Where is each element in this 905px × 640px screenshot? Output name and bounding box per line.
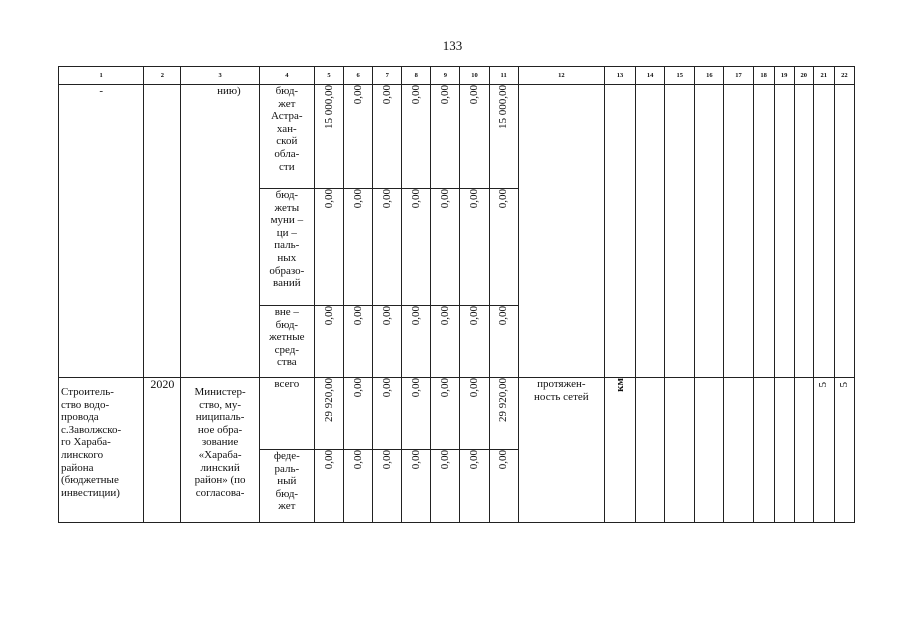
value-text: 0,00 <box>351 85 364 105</box>
unit-text: км <box>613 378 626 392</box>
column-number-13: 13 <box>605 67 636 85</box>
year-text: 2020 <box>150 377 175 391</box>
column-number-1: 1 <box>59 67 144 85</box>
source-cell <box>259 85 314 189</box>
column-number-8: 8 <box>402 67 431 85</box>
unit-cell <box>605 378 636 523</box>
year-cell <box>144 378 181 523</box>
column-number-10: 10 <box>460 67 489 85</box>
dash-mark: - <box>99 85 103 97</box>
value-text: 0,00 <box>351 450 364 470</box>
responsible-text: нию) <box>217 85 241 97</box>
column-number-22: 22 <box>834 67 854 85</box>
responsible-cell <box>181 378 259 523</box>
block1-indicator-cell <box>518 85 604 378</box>
value-cell <box>402 189 431 306</box>
value-text: 0,00 <box>497 450 510 470</box>
value-text: 0,00 <box>322 189 335 209</box>
value-text: 0,00 <box>410 450 422 470</box>
value-cell <box>460 85 489 189</box>
column-number-row <box>59 67 855 85</box>
table-row <box>59 85 855 189</box>
column-number-9: 9 <box>431 67 460 85</box>
column-number-7: 7 <box>373 67 402 85</box>
source-label: вне – бюд- жетные сред- ства <box>269 306 305 369</box>
object-name: Строитель- ство водо- провода с.Заволжско- го Хараба- линского района (бюджетные инвестиции) <box>61 386 122 499</box>
value-cell <box>373 306 402 378</box>
value-cell <box>373 450 402 523</box>
column-number-16: 16 <box>695 67 724 85</box>
source-cell <box>259 306 314 378</box>
value-cell <box>431 378 460 450</box>
value-cell <box>344 378 373 450</box>
value-text: 29 920,00 <box>322 378 335 422</box>
value-text: 5 <box>817 381 830 387</box>
value-text: 0,00 <box>410 189 422 209</box>
value-cell <box>431 450 460 523</box>
value-cell <box>402 85 431 189</box>
block1-year-cell <box>144 85 181 378</box>
value-text: 0,00 <box>380 378 393 398</box>
value-cell-22 <box>834 378 854 523</box>
value-cell <box>314 450 343 523</box>
value-cell <box>431 85 460 189</box>
value-text: 0,00 <box>468 450 481 470</box>
value-text: 0,00 <box>468 85 481 105</box>
value-cell <box>460 450 489 523</box>
block1-name-cell <box>59 85 144 378</box>
value-text: 5 <box>838 381 851 387</box>
value-cell <box>344 306 373 378</box>
value-cell-21 <box>813 378 834 523</box>
source-cell <box>259 189 314 306</box>
column-number-19: 19 <box>774 67 794 85</box>
value-text: 0,00 <box>497 306 510 326</box>
value-text: 0,00 <box>410 306 422 326</box>
value-text: 0,00 <box>380 189 393 209</box>
indicator-cell <box>518 378 604 523</box>
page-number: 133 <box>442 38 463 53</box>
value-text: 0,00 <box>380 306 393 326</box>
value-cell <box>402 378 431 450</box>
value-cell <box>373 189 402 306</box>
value-text: 0,00 <box>410 378 422 398</box>
value-cell <box>344 85 373 189</box>
value-text: 0,00 <box>468 189 481 209</box>
value-text: 0,00 <box>351 306 364 326</box>
value-cell <box>314 306 343 378</box>
value-cell <box>373 85 402 189</box>
value-cell <box>431 189 460 306</box>
value-text: 0,00 <box>322 450 335 470</box>
value-text: 0,00 <box>439 189 452 209</box>
value-text: 0,00 <box>351 189 364 209</box>
value-text: 0,00 <box>380 450 393 470</box>
value-cell <box>489 306 518 378</box>
column-number-18: 18 <box>753 67 774 85</box>
value-text: 0,00 <box>468 378 481 398</box>
value-cell <box>373 378 402 450</box>
value-text: 15 000,00 <box>497 85 510 129</box>
source-cell <box>259 378 314 450</box>
column-number-14: 14 <box>636 67 665 85</box>
source-label: феде- раль- ный бюд- жет <box>273 450 300 513</box>
value-cell <box>489 450 518 523</box>
table-row <box>59 378 855 450</box>
value-cell <box>489 189 518 306</box>
value-text: 0,00 <box>322 306 335 326</box>
value-text: 0,00 <box>380 85 393 105</box>
value-cell <box>460 378 489 450</box>
value-text: 0,00 <box>439 378 452 398</box>
column-number-5: 5 <box>314 67 343 85</box>
block1-responsible-cell <box>181 85 259 378</box>
column-number-20: 20 <box>794 67 813 85</box>
value-cell <box>314 85 343 189</box>
value-cell <box>402 450 431 523</box>
column-number-12: 12 <box>518 67 604 85</box>
column-number-6: 6 <box>344 67 373 85</box>
column-number-11: 11 <box>489 67 518 85</box>
value-text: 0,00 <box>439 85 452 105</box>
source-label: бюд- жет Астра- хан- ской обла- сти <box>271 85 303 173</box>
value-text: 29 920,00 <box>497 378 510 422</box>
value-text: 0,00 <box>410 85 422 105</box>
value-text: 0,00 <box>439 450 452 470</box>
value-cell <box>314 189 343 306</box>
value-cell <box>460 306 489 378</box>
value-text: 0,00 <box>497 189 510 209</box>
value-text: 0,00 <box>468 306 481 326</box>
column-number-3: 3 <box>181 67 259 85</box>
value-text: 0,00 <box>351 378 364 398</box>
responsible-text: Министер- ство, му- ниципаль- ное обра- зование «Хараба- линский район» (по согласова- <box>194 386 246 499</box>
column-number-2: 2 <box>144 67 181 85</box>
value-cell <box>314 378 343 450</box>
value-cell <box>344 450 373 523</box>
column-number-21: 21 <box>813 67 834 85</box>
value-cell <box>431 306 460 378</box>
column-number-4: 4 <box>259 67 314 85</box>
column-number-17: 17 <box>724 67 753 85</box>
source-label: всего <box>274 378 300 390</box>
source-cell <box>259 450 314 523</box>
source-label: бюд- жеты муни – ци – паль- ных образо- ваний <box>269 189 305 290</box>
value-cell <box>402 306 431 378</box>
budget-table <box>58 66 855 523</box>
value-cell <box>489 378 518 450</box>
column-number-15: 15 <box>665 67 695 85</box>
value-cell <box>489 85 518 189</box>
value-text: 0,00 <box>439 306 452 326</box>
value-cell <box>460 189 489 306</box>
indicator-text: протяжен- ность сетей <box>534 378 589 403</box>
value-text: 15 000,00 <box>322 85 335 129</box>
object-name-cell <box>59 378 144 523</box>
value-cell <box>344 189 373 306</box>
